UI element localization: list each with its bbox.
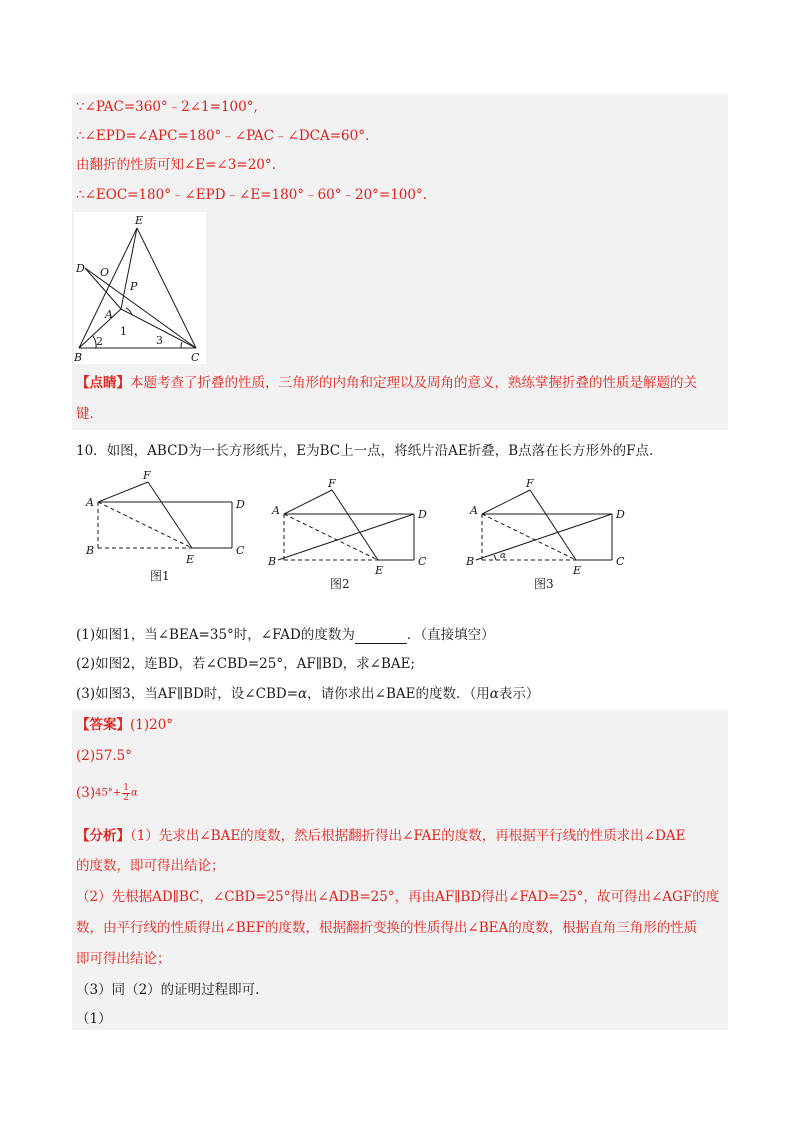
comment-text-1: 本题考查了折叠的性质，三角形的内角和定理以及周角的意义，熟练掌握折叠的性质是解题的关	[130, 375, 697, 391]
label-A: A	[105, 308, 113, 321]
fig2-B: B	[268, 555, 277, 568]
solution-line-3: 由翻折的性质可知∠E=∠3=20°.	[76, 157, 276, 173]
analysis-line-7: （1）	[76, 1011, 112, 1027]
question-1	[76, 626, 495, 644]
analysis-p1a: （1）先求出∠BAE的度数，然后根据翻折得出∠FAE的度数，再根据平行线的性质求出∠DAE	[130, 828, 686, 844]
fig1-A: A	[86, 496, 94, 509]
solution-line-1: ∵∠PAC=360°﹣2∠1=100°,	[76, 99, 258, 115]
figure-2	[268, 474, 438, 598]
fig3-D: D	[616, 508, 625, 521]
problem-number: 10．	[76, 443, 107, 459]
figure-1	[80, 470, 250, 590]
fig3-C: C	[616, 555, 625, 568]
fraction-denominator: 2	[123, 793, 129, 803]
figure-3	[466, 474, 636, 598]
comment-tag: 【点睛】	[76, 375, 130, 391]
fig2-C: C	[418, 555, 427, 568]
label-3: 3	[156, 334, 163, 347]
question-3-text-b: ，请你求出∠BAE的度数．（用	[307, 686, 490, 702]
fold-triangle-figure	[74, 212, 206, 364]
comment-line-1	[76, 374, 697, 392]
alpha-symbol: α	[298, 686, 308, 702]
analysis-line-6: （3）同（2）的证明过程即可.	[76, 982, 260, 998]
solution-line-2: ∴∠EPD=∠APC=180°﹣∠PAC﹣∠DCA=60°.	[76, 128, 370, 144]
fig1-E: E	[186, 553, 195, 566]
answer-3-alpha: α	[130, 787, 138, 799]
answer-line-3	[76, 778, 138, 808]
fig3-B: B	[466, 555, 475, 568]
comment-line-2: 键.	[76, 406, 94, 422]
fig3-F: F	[526, 477, 534, 490]
fig1-C: C	[236, 544, 245, 557]
answer-line-1	[76, 716, 173, 734]
label-2: 2	[96, 335, 103, 348]
fig1-caption: 图1	[150, 569, 170, 583]
label-D: D	[76, 262, 85, 275]
fig2-caption: 图2	[330, 577, 350, 591]
alpha-symbol-2: α	[489, 686, 499, 702]
question-2: (2)如图2，连BD，若∠CBD=25°，AF∥BD，求∠BAE;	[76, 656, 416, 672]
answer-tag: 【答案】	[76, 717, 130, 733]
fig1-D: D	[236, 498, 245, 511]
fig3-caption: 图3	[534, 577, 554, 591]
question-3-text-c: 表示）	[498, 686, 540, 702]
answer-3-prefix: (3)	[76, 785, 96, 801]
fig3-alpha: α	[500, 551, 507, 561]
label-O: O	[100, 266, 110, 279]
analysis-tag: 【分析】	[76, 828, 130, 844]
answer-3-fraction	[122, 784, 130, 803]
problem-stem	[76, 442, 653, 460]
question-3-text-a: (3)如图3，当AF∥BD时，设∠CBD=	[76, 686, 299, 702]
analysis-line-1	[76, 827, 686, 845]
answer-3-lead: 45°+	[95, 787, 122, 799]
solution-line-4: ∴∠EOC=180°﹣∠EPD﹣∠E=180°﹣60°﹣20°=100°.	[76, 187, 428, 203]
fig2-F: F	[328, 477, 336, 490]
analysis-line-2: 的度数，即可得出结论；	[76, 858, 225, 874]
question-1-text: (1)如图1，当∠BEA=35°时，∠FAD的度数为	[76, 627, 355, 643]
answer-blank[interactable]	[355, 630, 407, 644]
label-1: 1	[120, 325, 127, 338]
fig3-A: A	[470, 504, 478, 517]
label-P: P	[130, 280, 138, 293]
analysis-line-3: （2）先根据AD∥BC，∠CBD=25°得出∠ADB=25°，再由AF∥BD得出∠FAD=25°，故可得出∠AGF的度	[76, 889, 720, 905]
label-B: B	[74, 351, 83, 364]
fig1-F: F	[143, 470, 151, 482]
label-C: C	[191, 351, 200, 364]
fig1-B: B	[86, 544, 95, 557]
fig2-A: A	[272, 504, 280, 517]
analysis-line-5: 即可得出结论；	[76, 951, 171, 967]
problem-stem-text: 如图，ABCD为一长方形纸片，E为BC上一点，将纸片沿AE折叠，B点落在长方形外的F点.	[106, 443, 654, 459]
fig2-D: D	[418, 508, 427, 521]
label-E: E	[135, 214, 144, 227]
analysis-line-4: 数，由平行线的性质得出∠BEF的度数，根据翻折变换的性质得出∠BEA的度数，根据直角三角形的性质	[76, 920, 698, 936]
question-3	[76, 685, 539, 703]
answer-1: (1)20°	[130, 717, 174, 733]
answer-line-2: (2)57.5°	[76, 748, 132, 764]
fig2-E: E	[375, 564, 384, 577]
fraction-numerator: 1	[123, 783, 129, 793]
question-1-tail: ．（直接填空）	[406, 627, 495, 643]
fig3-E: E	[573, 564, 582, 577]
